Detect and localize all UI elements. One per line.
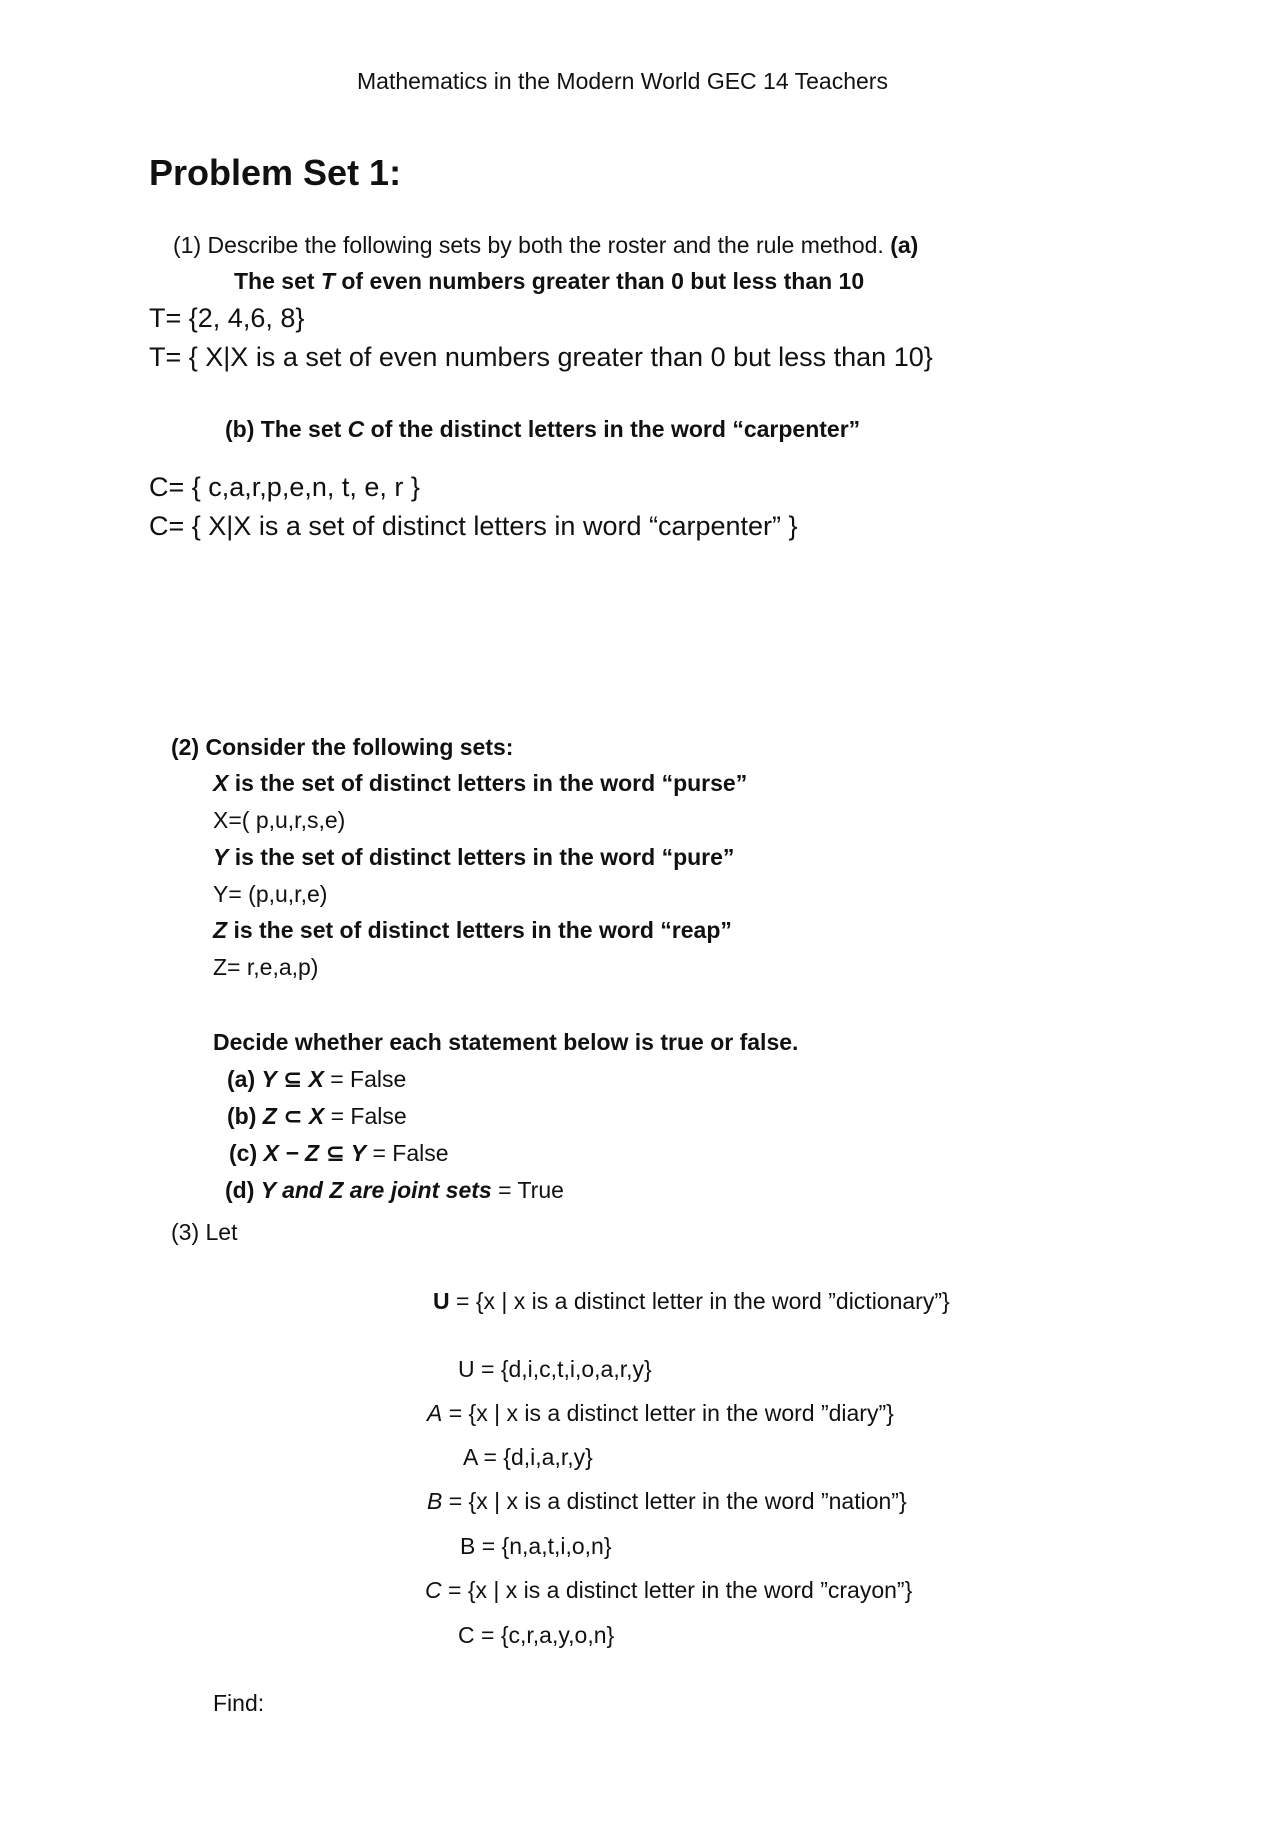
q3-a-var: A bbox=[427, 1400, 443, 1426]
q3-u-def: = {x | x is a distinct letter in the word ”dictionary”} bbox=[449, 1288, 950, 1314]
q2-z-desc-text: is the set of distinct letters in the word “reap” bbox=[227, 917, 732, 943]
q2-z-value: Z= r,e,a,p) bbox=[213, 954, 319, 980]
q2-item-b-label: (b) bbox=[227, 1103, 263, 1129]
q3-find: Find: bbox=[213, 1690, 265, 1716]
q1-intro bbox=[173, 232, 918, 259]
q2-item-a bbox=[227, 1066, 406, 1093]
q1-intro-text: (1) Describe the following sets by both the roster and the rule method. bbox=[173, 232, 884, 258]
q1-a-pre: The set bbox=[234, 268, 321, 294]
q3-b-var: B bbox=[427, 1488, 443, 1514]
q2-item-b bbox=[227, 1103, 407, 1130]
q2-y-var: Y bbox=[213, 844, 229, 870]
q2-item-b-answer: = False bbox=[324, 1103, 407, 1129]
q1-b-question bbox=[225, 416, 860, 443]
q3-a-value: A = {d,i,a,r,y} bbox=[463, 1444, 593, 1470]
q2-x-desc-text: is the set of distinct letters in the word “purse” bbox=[228, 770, 748, 796]
q3-b-definition bbox=[427, 1488, 907, 1515]
q3-c-var: C bbox=[425, 1577, 442, 1603]
q3-c-def: = {x | x is a distinct letter in the word ”crayon”} bbox=[441, 1577, 913, 1603]
q1-a-post: of even numbers greater than 0 but less than 10 bbox=[334, 268, 865, 294]
q2-item-c bbox=[229, 1140, 449, 1167]
q3-b-def: = {x | x is a distinct letter in the word ”nation”} bbox=[442, 1488, 907, 1514]
q3-intro: (3) Let bbox=[171, 1219, 238, 1245]
q1-a-var: T bbox=[320, 268, 335, 294]
q1-a-roster: T= {2, 4,6, 8} bbox=[149, 303, 305, 333]
page-title: Problem Set 1: bbox=[149, 152, 402, 193]
q3-b-value: B = {n,a,t,i,o,n} bbox=[460, 1533, 612, 1559]
q2-intro: (2) Consider the following sets: bbox=[171, 734, 514, 760]
q1-b-rule: C= { X|X is a set of distinct letters in word “carpenter” } bbox=[149, 511, 798, 541]
q3-a-definition bbox=[427, 1400, 894, 1427]
q2-z-desc bbox=[213, 917, 732, 944]
q2-y-desc-text: is the set of distinct letters in the word “pure” bbox=[228, 844, 735, 870]
q2-item-d-answer: = True bbox=[491, 1177, 564, 1203]
q2-item-c-expr: X − Z ⊆ Y bbox=[263, 1140, 367, 1166]
q2-item-a-answer: = False bbox=[323, 1066, 407, 1092]
q3-c-definition bbox=[425, 1577, 912, 1604]
q2-item-a-label: (a) bbox=[227, 1066, 262, 1092]
page-header: Mathematics in the Modern World GEC 14 Teachers bbox=[357, 68, 888, 94]
q1-a-rule: T= { X|X is a set of even numbers greater than 0 but less than 10} bbox=[149, 342, 933, 372]
q3-u-value: U = {d,i,c,t,i,o,a,r,y} bbox=[458, 1356, 652, 1382]
q2-item-d-expr: Y and Z are joint sets bbox=[260, 1177, 492, 1203]
q1-b-pre: (b) The set bbox=[225, 416, 348, 442]
q2-decide: Decide whether each statement below is true or false. bbox=[213, 1029, 799, 1055]
q3-u-definition bbox=[433, 1288, 950, 1315]
q3-u-var: U bbox=[433, 1288, 450, 1314]
q2-x-value: X=( p,u,r,s,e) bbox=[213, 807, 346, 833]
q1-b-post: of the distinct letters in the word “carpenter” bbox=[364, 416, 861, 442]
q2-y-desc bbox=[213, 844, 734, 871]
q1-b-roster: C= { c,a,r,p,e,n, t, e, r } bbox=[149, 472, 420, 502]
q2-item-c-answer: = False bbox=[366, 1140, 449, 1166]
q2-item-a-expr: Y ⊆ X bbox=[261, 1066, 324, 1092]
q1-a-label: (a) bbox=[890, 232, 919, 258]
q1-b-var: C bbox=[347, 416, 365, 442]
q2-item-b-expr: Z ⊂ X bbox=[262, 1103, 325, 1129]
q2-item-d-label: (d) bbox=[225, 1177, 261, 1203]
q1-a-question bbox=[234, 268, 864, 295]
q2-x-desc bbox=[213, 770, 747, 797]
q2-y-value: Y= (p,u,r,e) bbox=[213, 881, 328, 907]
q2-item-c-label: (c) bbox=[229, 1140, 264, 1166]
q2-z-var: Z bbox=[213, 917, 228, 943]
q2-x-var: X bbox=[213, 770, 229, 796]
q2-item-d bbox=[225, 1177, 564, 1204]
q3-a-def: = {x | x is a distinct letter in the word ”diary”} bbox=[442, 1400, 894, 1426]
q3-c-value: C = {c,r,a,y,o,n} bbox=[458, 1622, 615, 1648]
